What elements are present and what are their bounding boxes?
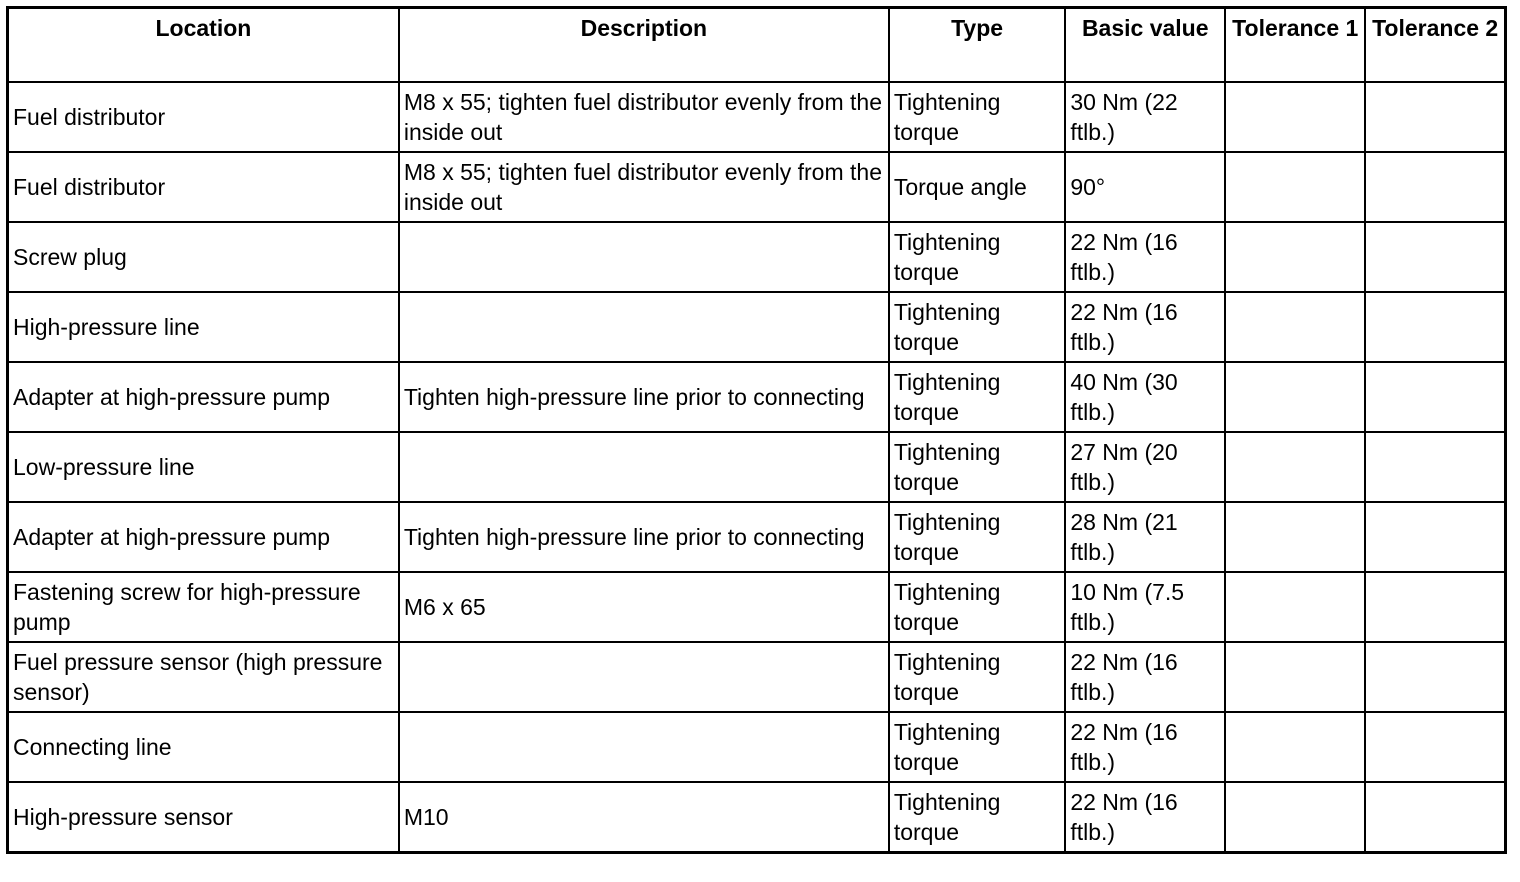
cell-type: Torque angle (889, 152, 1065, 222)
cell-location: Fuel pressure sensor (high pressure sensor) (8, 642, 399, 712)
cell-tolerance-2 (1365, 292, 1505, 362)
header-basic-value: Basic value (1065, 8, 1225, 83)
cell-tolerance-1 (1225, 362, 1365, 432)
cell-tolerance-2 (1365, 642, 1505, 712)
cell-tolerance-2 (1365, 572, 1505, 642)
cell-location: Adapter at high-pressure pump (8, 362, 399, 432)
cell-tolerance-1 (1225, 572, 1365, 642)
cell-description (399, 292, 889, 362)
cell-basic-value: 22 Nm (16 ftlb.) (1065, 782, 1225, 853)
header-tolerance-1: Tolerance 1 (1225, 8, 1365, 83)
cell-description: M10 (399, 782, 889, 853)
cell-tolerance-1 (1225, 152, 1365, 222)
cell-tolerance-2 (1365, 152, 1505, 222)
cell-tolerance-2 (1365, 222, 1505, 292)
cell-tolerance-1 (1225, 432, 1365, 502)
table-row (8, 432, 1506, 502)
cell-location: Adapter at high-pressure pump (8, 502, 399, 572)
header-tolerance-2: Tolerance 2 (1365, 8, 1505, 83)
cell-location: Fastening screw for high-pressure pump (8, 572, 399, 642)
table-row (8, 152, 1506, 222)
table-row (8, 362, 1506, 432)
cell-type: Tightening torque (889, 82, 1065, 152)
table-row (8, 82, 1506, 152)
cell-tolerance-1 (1225, 782, 1365, 853)
cell-type: Tightening torque (889, 222, 1065, 292)
cell-type: Tightening torque (889, 782, 1065, 853)
cell-description (399, 222, 889, 292)
cell-tolerance-1 (1225, 82, 1365, 152)
cell-basic-value: 40 Nm (30 ftlb.) (1065, 362, 1225, 432)
cell-basic-value: 22 Nm (16 ftlb.) (1065, 642, 1225, 712)
cell-tolerance-2 (1365, 502, 1505, 572)
cell-description: M6 x 65 (399, 572, 889, 642)
cell-tolerance-1 (1225, 502, 1365, 572)
cell-tolerance-2 (1365, 82, 1505, 152)
cell-basic-value: 27 Nm (20 ftlb.) (1065, 432, 1225, 502)
cell-description: M8 x 55; tighten fuel distributor evenly from the inside out (399, 82, 889, 152)
cell-location: Low-pressure line (8, 432, 399, 502)
cell-basic-value: 90° (1065, 152, 1225, 222)
cell-tolerance-2 (1365, 362, 1505, 432)
header-description: Description (399, 8, 889, 83)
cell-description (399, 642, 889, 712)
cell-description (399, 712, 889, 782)
cell-location: Connecting line (8, 712, 399, 782)
cell-basic-value: 22 Nm (16 ftlb.) (1065, 712, 1225, 782)
cell-tolerance-2 (1365, 712, 1505, 782)
table-row (8, 782, 1506, 853)
cell-location: Screw plug (8, 222, 399, 292)
cell-tolerance-2 (1365, 432, 1505, 502)
cell-tolerance-2 (1365, 782, 1505, 853)
cell-tolerance-1 (1225, 712, 1365, 782)
cell-basic-value: 30 Nm (22 ftlb.) (1065, 82, 1225, 152)
table-row (8, 292, 1506, 362)
cell-type: Tightening torque (889, 712, 1065, 782)
cell-basic-value: 22 Nm (16 ftlb.) (1065, 292, 1225, 362)
cell-location: Fuel distributor (8, 152, 399, 222)
torque-spec-table (6, 6, 1507, 854)
table-row (8, 222, 1506, 292)
header-location: Location (8, 8, 399, 83)
cell-description (399, 432, 889, 502)
cell-location: High-pressure sensor (8, 782, 399, 853)
cell-tolerance-1 (1225, 642, 1365, 712)
table-row (8, 642, 1506, 712)
table-row (8, 712, 1506, 782)
cell-basic-value: 22 Nm (16 ftlb.) (1065, 222, 1225, 292)
cell-description: M8 x 55; tighten fuel distributor evenly from the inside out (399, 152, 889, 222)
cell-basic-value: 10 Nm (7.5 ftlb.) (1065, 572, 1225, 642)
cell-tolerance-1 (1225, 292, 1365, 362)
cell-location: Fuel distributor (8, 82, 399, 152)
cell-type: Tightening torque (889, 292, 1065, 362)
cell-type: Tightening torque (889, 572, 1065, 642)
cell-type: Tightening torque (889, 642, 1065, 712)
cell-basic-value: 28 Nm (21 ftlb.) (1065, 502, 1225, 572)
header-type: Type (889, 8, 1065, 83)
cell-tolerance-1 (1225, 222, 1365, 292)
table-row (8, 572, 1506, 642)
cell-description: Tighten high-pressure line prior to connecting (399, 502, 889, 572)
cell-type: Tightening torque (889, 362, 1065, 432)
cell-type: Tightening torque (889, 432, 1065, 502)
cell-description: Tighten high-pressure line prior to connecting (399, 362, 889, 432)
table-row (8, 502, 1506, 572)
table-header-row (8, 8, 1506, 83)
cell-type: Tightening torque (889, 502, 1065, 572)
cell-location: High-pressure line (8, 292, 399, 362)
